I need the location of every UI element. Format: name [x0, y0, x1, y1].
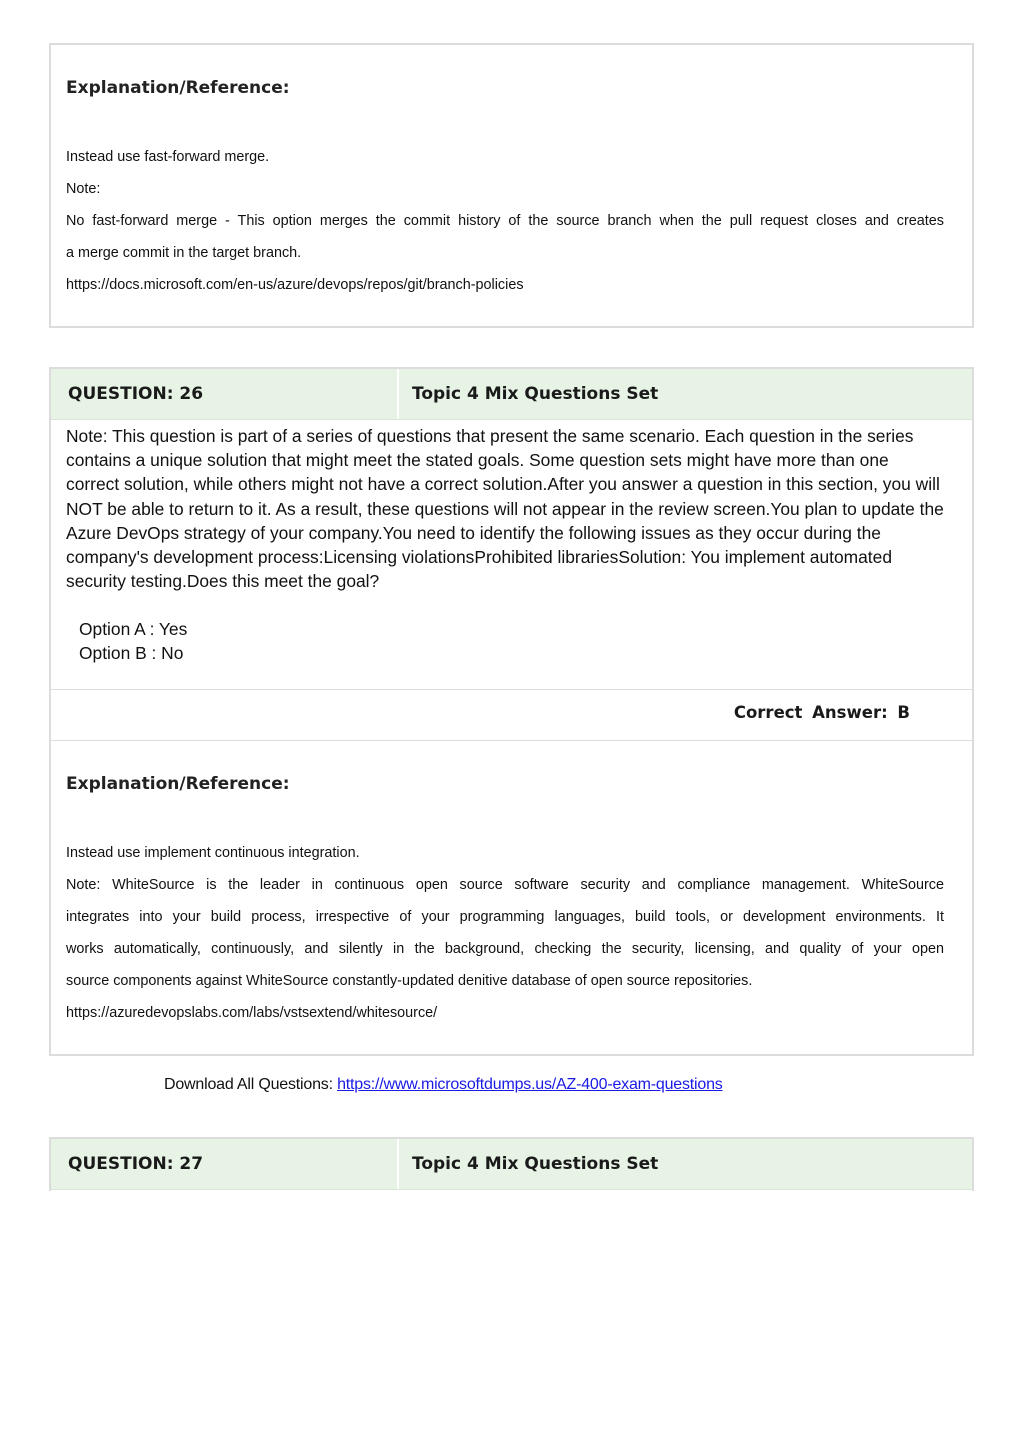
explanation-line: Note: WhiteSource is the leader in continuous open source software security and compliance management. WhiteSource	[66, 877, 944, 893]
explanation-line: Instead use fast-forward merge.	[66, 149, 270, 165]
question-topic: Topic 4 Mix Questions Set	[412, 1154, 659, 1174]
reference-url: https://docs.microsoft.com/en-us/azure/devops/repos/git/branch-policies	[66, 277, 524, 293]
explanation-line: works automatically, continuously, and silently in the background, checking the security, licensing, and quality of your open	[66, 941, 944, 957]
explanation-line: source components against WhiteSource constantly-updated denitive database of open source repositories.	[66, 973, 753, 989]
explanation-line: No fast-forward merge - This option merges the commit history of the source branch when the pull request closes and creates	[66, 213, 944, 229]
reference-url: https://azuredevopslabs.com/labs/vstsextend/whitesource/	[66, 1005, 438, 1021]
question-number: QUESTION: 26	[68, 384, 204, 404]
explanation-card-q25	[49, 43, 974, 328]
download-line	[164, 1076, 723, 1094]
explanation-line: Note:	[66, 181, 101, 197]
question-topic: Topic 4 Mix Questions Set	[412, 384, 659, 404]
header-divider	[397, 369, 399, 419]
download-label: Download All Questions:	[164, 1076, 333, 1093]
explanation-line: a merge commit in the target branch.	[66, 245, 302, 261]
option-b: Option B : No	[79, 643, 184, 663]
question-card-27	[49, 1137, 974, 1191]
divider	[51, 689, 972, 690]
question-header	[51, 1139, 972, 1190]
header-divider	[397, 1139, 399, 1189]
divider	[51, 740, 972, 741]
question-number: QUESTION: 27	[68, 1154, 204, 1174]
explanation-title: Explanation/Reference:	[66, 774, 290, 794]
correct-answer: Correct Answer: B	[733, 703, 910, 722]
explanation-line: Instead use implement continuous integration.	[66, 845, 360, 861]
explanation-line: integrates into your build process, irrespective of your programming languages, build tools, or development environments. It	[66, 909, 944, 925]
download-link[interactable]: https://www.microsoftdumps.us/AZ-400-exam-questions	[337, 1076, 723, 1093]
question-header	[51, 369, 972, 420]
option-a: Option A : Yes	[79, 619, 188, 639]
question-card-26	[49, 367, 974, 1056]
question-text: Note: This question is part of a series of questions that present the same scenario. Each question in the series contains a unique solution that might meet the stated goals. Some question sets might have more than one correct solution, while others might not have a correct solution.After you answer a question in this section, you will NOT be able to return to it. As a result, these questions will not appear in the review screen.You plan to update the Azure DevOps strategy of your company.You need to identify the following issues as they occur during the company's development process:Licensing violationsProhibited librariesSolution: You implement automated security testing.Does this meet the goal?	[66, 426, 944, 592]
explanation-title: Explanation/Reference:	[66, 78, 290, 98]
